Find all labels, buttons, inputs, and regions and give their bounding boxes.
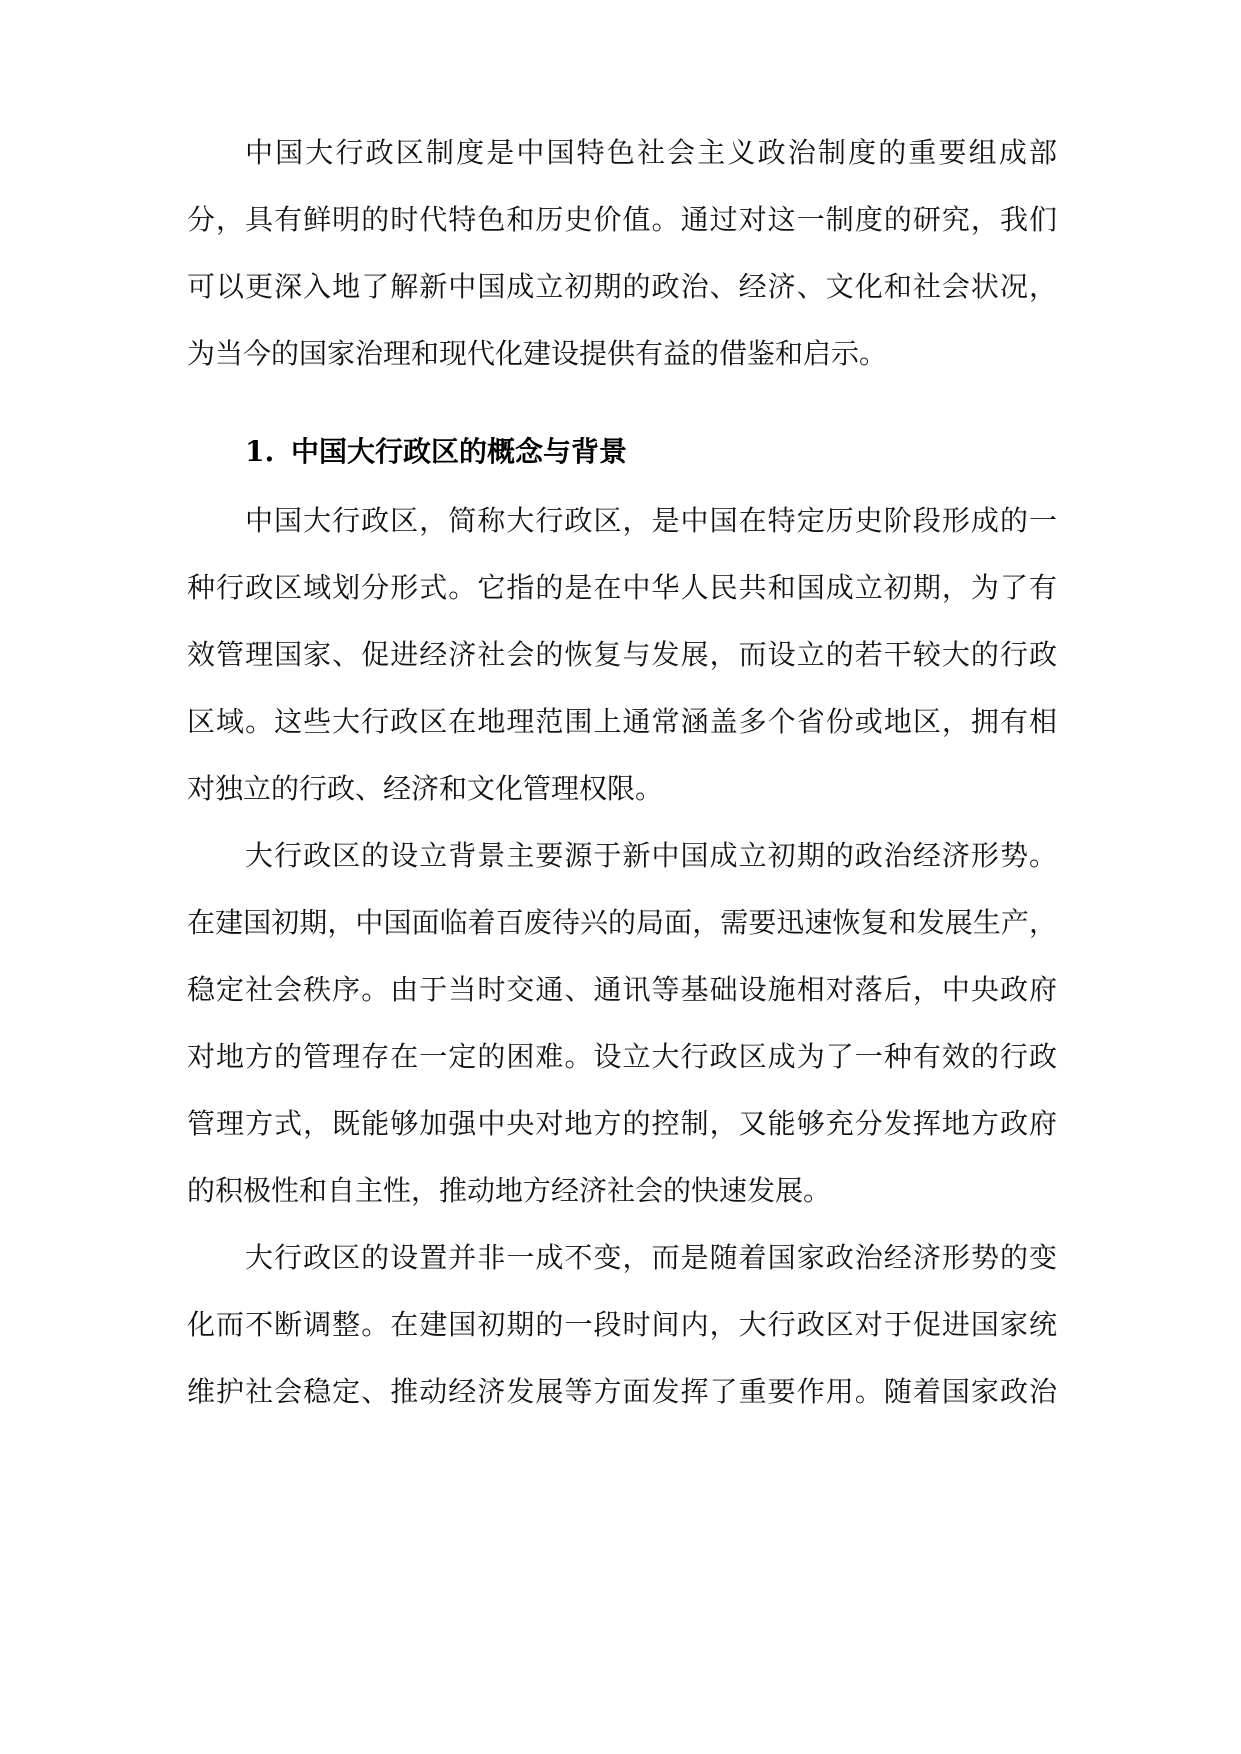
- p1-line-5: 对独立的行政、经济和文化管理权限。: [187, 772, 664, 805]
- p2-line-3: 稳定社会秩序。由于当时交通、通讯等基础设施相对落后，中央政府: [187, 973, 1057, 1006]
- section-title: 中国大行政区的概念与背景: [291, 435, 628, 468]
- section-heading: [245, 432, 945, 472]
- p1-line-4: 区域。这些大行政区在地理范围上通常涵盖多个省份或地区，拥有相: [187, 705, 1057, 738]
- p1-line-2: 种行政区域划分形式。它指的是在中华人民共和国成立初期，为了有: [187, 571, 1057, 604]
- intro-line-1: 中国大行政区制度是中国特色社会主义政治制度的重要组成部: [245, 136, 1057, 169]
- p2-line-1: 大行政区的设立背景主要源于新中国成立初期的政治经济形势。: [245, 839, 1057, 872]
- intro-line-3: 可以更深入地了解新中国成立初期的政治、经济、文化和社会状况，: [187, 270, 1057, 303]
- p2-line-2: 在建国初期，中国面临着百废待兴的局面，需要迅速恢复和发展生产，: [187, 906, 1057, 939]
- intro-line-2: 分，具有鲜明的时代特色和历史价值。通过对这一制度的研究，我们: [187, 203, 1057, 236]
- p3-line-1: 大行政区的设置并非一成不变，而是随着国家政治经济形势的变: [245, 1241, 1057, 1274]
- section-number: 1.: [245, 435, 275, 468]
- p1-line-3: 效管理国家、促进经济社会的恢复与发展，而设立的若干较大的行政: [187, 638, 1057, 671]
- p2-line-6: 的积极性和自主性，推动地方经济社会的快速发展。: [187, 1174, 832, 1207]
- p1-line-1: 中国大行政区，简称大行政区，是中国在特定历史阶段形成的一: [245, 504, 1057, 537]
- p2-line-5: 管理方式，既能够加强中央对地方的控制，又能够充分发挥地方政府: [187, 1107, 1057, 1140]
- intro-line-4: 为当今的国家治理和现代化建设提供有益的借鉴和启示。: [187, 337, 888, 370]
- p3-line-2: 化而不断调整。在建国初期的一段时间内，大行政区对于促进国家统: [187, 1308, 1057, 1341]
- p3-line-3: 维护社会稳定、推动经济发展等方面发挥了重要作用。随着国家政治: [187, 1375, 1057, 1408]
- p2-line-4: 对地方的管理存在一定的困难。设立大行政区成为了一种有效的行政: [187, 1040, 1057, 1073]
